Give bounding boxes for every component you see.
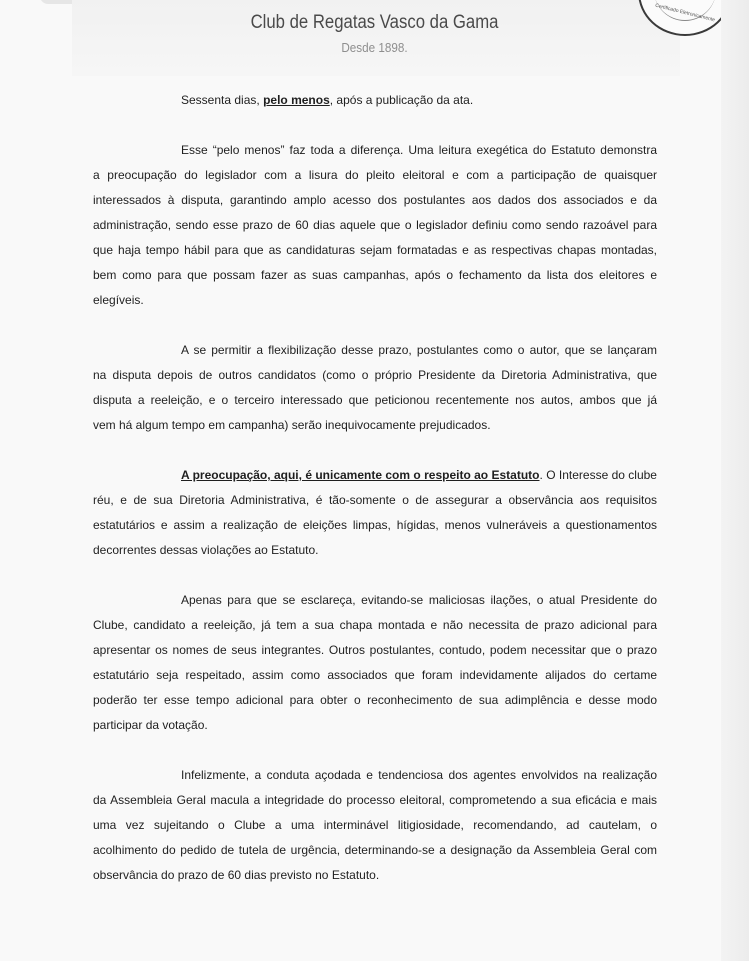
paragraph-line: participar da votação.: [93, 718, 208, 732]
document-body: [93, 88, 657, 913]
paragraph-line: bem como para que possam fazer as suas campanhas, após o fechamento da lista dos eleitores e: [93, 268, 657, 282]
stamp-label: Certificado Eletronicamente: [654, 2, 716, 24]
page-right-edge: [721, 0, 749, 961]
paragraph-line: que haja tempo hábil para que as candidaturas sejam formatadas e as respectivas chapas montadas,: [93, 243, 657, 257]
paragraph-line: réu, e de sua Diretoria Administrativa, é tão-somente o de assegurar a observância aos requisitos: [93, 493, 657, 507]
p4-first-rest: . O Interesse do clube: [539, 468, 657, 482]
paragraph-line: [93, 138, 657, 163]
p1-after: , após a publicação da ata.: [329, 93, 474, 107]
paragraph-line: [93, 763, 657, 788]
paragraph-line: [93, 463, 657, 488]
paragraph-line: apresentar os nomes de seus integrantes. Outros postulantes, contudo, podem necessitar que o prazo: [93, 643, 657, 657]
paragraph-line: disputa a reeleição, e o terceiro interessado que peticionou recentemente nos autos, ambos que já: [93, 393, 657, 407]
paragraph-line: vem há algum tempo em campanha) serão inequivocamente prejudicados.: [93, 418, 491, 432]
paragraph-1: [93, 88, 657, 113]
paragraph-line: acolhimento do pedido de tutela de urgência, determinando-se a designação da Assembleia Geral com: [93, 843, 657, 857]
paragraph-line: decorrentes dessas violações ao Estatuto.: [93, 543, 319, 557]
paragraph-line: elegíveis.: [93, 293, 144, 307]
paragraph-line: observância do prazo de 60 dias previsto no Estatuto.: [93, 868, 380, 882]
paragraph-line: interessados à disputa, garantindo amplo acesso dos postulantes aos dados dos associados e da: [93, 193, 657, 207]
paragraph-line: estatutário seja respeitado, assim como associados que foram indevidamente alijados do certame: [93, 668, 657, 682]
paragraph-5: [93, 588, 657, 738]
paragraph-line: Clube, candidato a reeleição, já tem a sua chapa montada e não necessita de prazo adicional para: [93, 618, 657, 632]
paragraph-line: da Assembleia Geral macula a integridade do processo eleitoral, comprometendo a sua eficácia e mais: [93, 793, 657, 807]
paragraph-3: [93, 338, 657, 438]
paragraph-1-line: [93, 88, 657, 113]
p1-emphasis: pelo menos: [263, 93, 330, 107]
p4-emphasis: A preocupação, aqui, é unicamente com o respeito ao Estatuto: [181, 468, 540, 482]
paragraph-line: a preocupação do legislador com a lisura do pleito eleitoral e com a participação de quaisquer: [93, 168, 657, 182]
paragraph-2: [93, 138, 657, 313]
line-text: A se permitir a flexibilização desse prazo, postulantes como o autor, que se lançaram: [181, 343, 657, 357]
paragraph-line: [93, 338, 657, 363]
paragraph-4: [93, 463, 657, 563]
line-text: Apenas para que se esclareça, evitando-se maliciosas ilações, o atual Presidente do: [181, 593, 657, 607]
line-text: Infelizmente, a conduta açodada e tendenciosa dos agentes envolvidos na realização: [181, 768, 657, 782]
paragraph-line: administração, sendo esse prazo de 60 dias aquele que o legislador definiu como sendo razoável para: [93, 218, 657, 232]
paragraph-line: poderão ter esse tempo adicional para obter o reconhecimento de sua adimplência e desse modo: [93, 693, 657, 707]
paragraph-line: estatutários e assim a realização de eleições limpas, hígidas, menos vulneráveis a questionamentos: [93, 518, 657, 532]
line-text: Esse “pelo menos” faz toda a diferença. Uma leitura exegética do Estatuto demonstra: [181, 143, 657, 157]
club-founded-subtitle: Desde 1898.: [341, 40, 408, 55]
club-name-heading: Club de Regatas Vasco da Gama: [250, 12, 499, 33]
p1-before: Sessenta dias,: [181, 93, 264, 107]
paragraph-6: [93, 763, 657, 888]
paragraph-line: uma vez sujeitando o Clube a uma interminável litigiosidade, recomendando, ad cautelam, o: [93, 818, 657, 832]
paragraph-line: na disputa depois de outros candidatos (como o próprio Presidente da Diretoria Administrativa, que: [93, 368, 657, 382]
paragraph-line: [93, 588, 657, 613]
